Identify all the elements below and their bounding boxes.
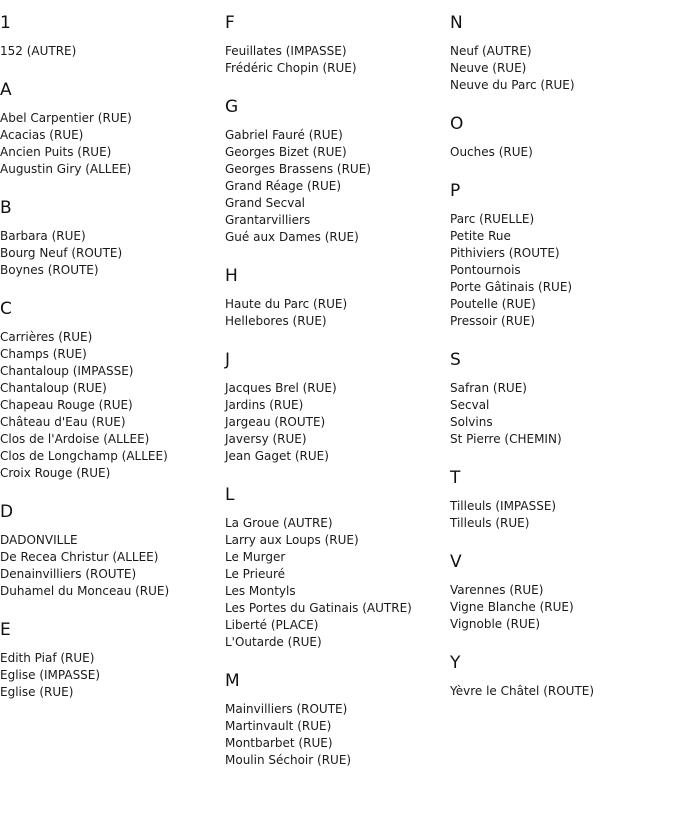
street-list	[450, 673, 670, 700]
letter-section	[225, 472, 445, 651]
street-list-item: L'Outarde (RUE)	[225, 635, 322, 649]
street-list-item: Petite Rue	[450, 229, 511, 243]
street-list-item: La Groue (AUTRE)	[225, 516, 333, 530]
section-letter-heading: S	[450, 350, 461, 370]
street-list-item: Clos de l'Ardoise (ALLEE)	[0, 432, 150, 446]
street-list	[0, 522, 220, 600]
street-list	[225, 505, 445, 651]
street-list-item: Montbarbet (RUE)	[225, 736, 333, 750]
letter-section	[225, 253, 445, 330]
street-list-item: Neuve du Parc (RUE)	[450, 78, 575, 92]
section-letter-heading: T	[450, 468, 461, 488]
street-list-item: Clos de Longchamp (ALLEE)	[0, 449, 168, 463]
section-letter-heading: B	[0, 198, 12, 218]
section-letter-heading: V	[450, 552, 462, 572]
street-list-item: DADONVILLE	[0, 533, 78, 547]
street-list-item: Acacias (RUE)	[0, 128, 84, 142]
street-list-item: Les Montyls	[225, 584, 296, 598]
letter-section	[450, 455, 670, 532]
section-letter-heading: A	[0, 80, 12, 100]
street-list-item: Grantarvilliers	[225, 213, 311, 227]
letter-section	[450, 101, 670, 161]
section-letter-heading: D	[0, 502, 14, 522]
street-list-item: Feuillates (IMPASSE)	[225, 44, 347, 58]
street-list-item: Le Prieuré	[225, 567, 286, 581]
street-list-item: Grand Secval	[225, 196, 306, 210]
street-list-item: Barbara (RUE)	[0, 229, 86, 243]
section-letter-heading: Y	[450, 653, 461, 673]
street-column-1	[0, 0, 220, 708]
street-list-item: Solvins	[450, 415, 493, 429]
street-list	[0, 33, 220, 60]
street-list-item: Varennes (RUE)	[450, 583, 544, 597]
street-list-item: Ancien Puits (RUE)	[0, 145, 112, 159]
street-list	[0, 218, 220, 279]
street-list-item: Hellebores (RUE)	[225, 314, 327, 328]
letter-section	[450, 337, 670, 448]
street-list-item: Haute du Parc (RUE)	[225, 297, 348, 311]
letter-section	[450, 168, 670, 330]
letter-section	[450, 539, 670, 633]
street-list-item: Carrières (RUE)	[0, 330, 93, 344]
street-list-item: Larry aux Loups (RUE)	[225, 533, 359, 547]
street-list-item: Le Murger	[225, 550, 286, 564]
street-list-item: Augustin Giry (ALLEE)	[0, 162, 132, 176]
letter-section	[450, 0, 670, 94]
street-column-3	[450, 0, 670, 707]
street-list-item: Parc (RUELLE)	[450, 212, 535, 226]
letter-section	[0, 286, 220, 482]
letter-section	[225, 337, 445, 465]
section-letter-heading: F	[225, 13, 235, 33]
street-list	[0, 319, 220, 482]
section-letter-heading: E	[0, 620, 11, 640]
street-list	[450, 488, 670, 532]
street-list-item: Chapeau Rouge (RUE)	[0, 398, 133, 412]
letter-section	[0, 607, 220, 701]
street-list-item: Jardins (RUE)	[225, 398, 304, 412]
street-list-item: Edith Piaf (RUE)	[0, 651, 95, 665]
street-list-item: Pontournois	[450, 263, 521, 277]
street-list-item: Porte Gâtinais (RUE)	[450, 280, 573, 294]
street-list-item: Denainvilliers (ROUTE)	[0, 567, 137, 581]
street-list-item: Pressoir (RUE)	[450, 314, 536, 328]
section-letter-heading: 1	[0, 13, 11, 33]
letter-section	[0, 489, 220, 600]
section-letter-heading: J	[225, 350, 231, 370]
section-letter-heading: M	[225, 671, 240, 691]
street-list-item: Moulin Séchoir (RUE)	[225, 753, 352, 767]
street-list-item: Safran (RUE)	[450, 381, 527, 395]
street-list-item: Gué aux Dames (RUE)	[225, 230, 359, 244]
street-list	[450, 572, 670, 633]
street-list-item: Liberté (PLACE)	[225, 618, 319, 632]
letter-section	[0, 185, 220, 279]
section-letter-heading: G	[225, 97, 239, 117]
letter-section	[225, 0, 445, 77]
street-list-item: Georges Brassens (RUE)	[225, 162, 371, 176]
street-list-item: Mainvilliers (ROUTE)	[225, 702, 348, 716]
street-list-item: Yèvre le Châtel (ROUTE)	[450, 684, 595, 698]
street-list-item: Pithiviers (ROUTE)	[450, 246, 560, 260]
street-list-item: Boynes (ROUTE)	[0, 263, 99, 277]
street-list	[225, 33, 445, 77]
street-list-item: Neuf (AUTRE)	[450, 44, 532, 58]
street-list-item: Gabriel Fauré (RUE)	[225, 128, 343, 142]
street-list-item: Secval	[450, 398, 490, 412]
street-list	[0, 640, 220, 701]
street-list-item: Jargeau (ROUTE)	[225, 415, 326, 429]
section-letter-heading: L	[225, 485, 235, 505]
street-list-item: Martinvault (RUE)	[225, 719, 332, 733]
street-list-item: St Pierre (CHEMIN)	[450, 432, 562, 446]
street-column-2	[225, 0, 445, 776]
letter-section	[0, 0, 220, 60]
section-letter-heading: H	[225, 266, 238, 286]
street-list	[450, 134, 670, 161]
street-list-item: Frédéric Chopin (RUE)	[225, 61, 357, 75]
section-letter-heading: N	[450, 13, 463, 33]
street-list	[225, 370, 445, 465]
street-list	[225, 117, 445, 246]
street-list-item: Tilleuls (IMPASSE)	[450, 499, 557, 513]
street-list-item: Croix Rouge (RUE)	[0, 466, 111, 480]
street-list	[450, 370, 670, 448]
street-list-item: Grand Réage (RUE)	[225, 179, 342, 193]
street-list-item: Javersy (RUE)	[225, 432, 307, 446]
section-letter-heading: P	[450, 181, 461, 201]
street-list-item: Poutelle (RUE)	[450, 297, 536, 311]
street-list	[450, 201, 670, 330]
street-list-item: Tilleuls (RUE)	[450, 516, 530, 530]
letter-section	[450, 640, 670, 700]
street-list-item: Vignoble (RUE)	[450, 617, 541, 631]
street-list-item: Georges Bizet (RUE)	[225, 145, 347, 159]
street-list-item: Chantaloup (RUE)	[0, 381, 107, 395]
street-list-item: Chantaloup (IMPASSE)	[0, 364, 134, 378]
letter-section	[225, 84, 445, 246]
street-list-item: Bourg Neuf (ROUTE)	[0, 246, 123, 260]
street-list-item: Champs (RUE)	[0, 347, 87, 361]
street-list-item: Jean Gaget (RUE)	[225, 449, 329, 463]
street-list	[0, 100, 220, 178]
street-list-item: Eglise (IMPASSE)	[0, 668, 101, 682]
street-list-item: De Recea Christur (ALLEE)	[0, 550, 159, 564]
street-list	[225, 691, 445, 769]
section-letter-heading: O	[450, 114, 464, 134]
street-list-item: Neuve (RUE)	[450, 61, 527, 75]
street-list-item: 152 (AUTRE)	[0, 44, 77, 58]
street-list-item: Jacques Brel (RUE)	[225, 381, 337, 395]
street-list-item: Château d'Eau (RUE)	[0, 415, 126, 429]
letter-section	[225, 658, 445, 769]
street-list-item: Abel Carpentier (RUE)	[0, 111, 132, 125]
street-list	[450, 33, 670, 94]
street-list-item: Ouches (RUE)	[450, 145, 533, 159]
letter-section	[0, 67, 220, 178]
street-list-item: Les Portes du Gatinais (AUTRE)	[225, 601, 412, 615]
street-list-item: Duhamel du Monceau (RUE)	[0, 584, 170, 598]
street-list	[225, 286, 445, 330]
street-list-item: Eglise (RUE)	[0, 685, 74, 699]
street-list-item: Vigne Blanche (RUE)	[450, 600, 574, 614]
section-letter-heading: C	[0, 299, 12, 319]
